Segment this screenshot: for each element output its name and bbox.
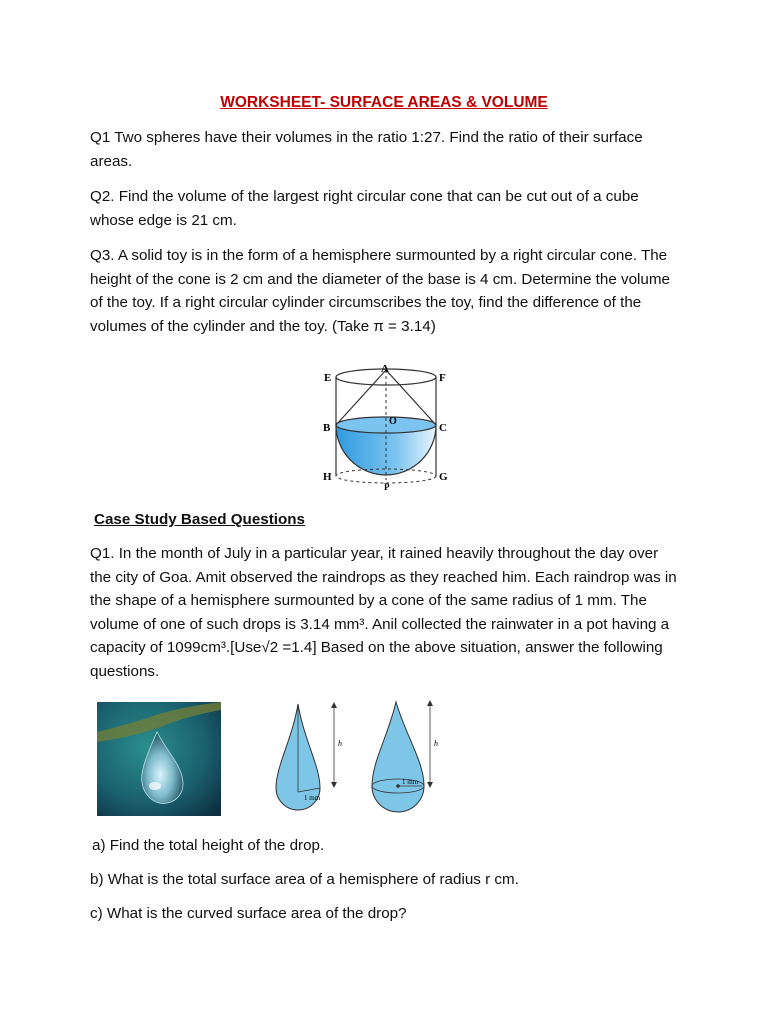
sub-question-a: a) Find the total height of the drop.: [92, 837, 325, 854]
label-o: O: [389, 416, 397, 427]
label-p: P: [384, 482, 390, 492]
label-c: C: [439, 422, 447, 434]
sub-question-c: c) What is the curved surface area of the drop?: [90, 905, 407, 922]
label-g: G: [439, 471, 448, 483]
question-1: Q1 Two spheres have their volumes in the ratio 1:27. Find the ratio of their surface areas.: [90, 129, 643, 170]
case-study-heading: Case Study Based Questions: [94, 511, 306, 528]
label-a: A: [381, 364, 389, 375]
label-e: E: [324, 372, 332, 384]
drop1-h-label: h: [338, 739, 342, 748]
worksheet-title: WORKSHEET- SURFACE AREAS & VOLUME: [220, 94, 548, 111]
case-question-1: Q1. In the month of July in a particular year, it rained heavily throughout the day over the city of Goa. Amit observed the raindrops as they reached him. Each raindrop was in the shape of a hemisphere surmounted by a cone of the same radius of 1 mm. The volume of one of such drops is 3.14 mm³. Anil collected the rainwater in a pot having a capacity of 1099cm³.[Use√2 =1.4] Based on the above situation, answer the following questions.: [90, 545, 677, 680]
drop-diagram-2: [366, 700, 450, 826]
toy-cylinder-figure: [318, 364, 456, 492]
raindrop-photo: [97, 702, 221, 816]
question-3: Q3. A solid toy is in the form of a hemisphere surmounted by a right circular cone. The height of the cone is 2 cm and the diameter of the base is 4 cm. Determine the volume of the toy. If a right circular cylinder circumscribes the toy, find the difference of the volumes of the cylinder and the toy. (Take π = 3.14): [90, 247, 670, 335]
drop2-h-label: h: [434, 739, 438, 748]
drop-diagram-1: [268, 700, 352, 826]
drop1-radius-label: 1 mm: [304, 794, 321, 802]
drop2-radius-label: 1 mm: [402, 778, 419, 786]
label-b: B: [323, 422, 331, 434]
question-2: Q2. Find the volume of the largest right circular cone that can be cut out of a cube whose edge is 21 cm.: [90, 188, 639, 229]
sub-question-b: b) What is the total surface area of a hemisphere of radius r cm.: [90, 871, 519, 888]
label-h: H: [323, 471, 332, 483]
label-f: F: [439, 372, 446, 384]
